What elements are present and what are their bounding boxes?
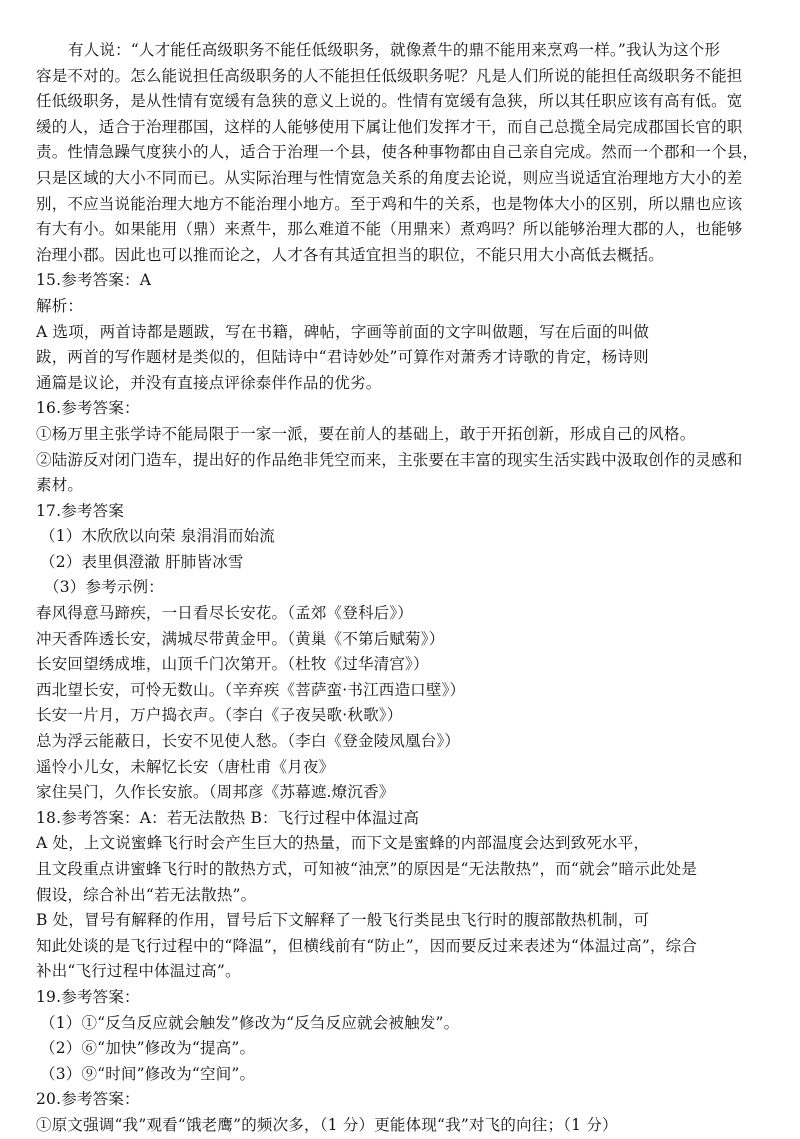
answer-heading: 19.参考答案： [36, 987, 140, 1006]
passage-translation [36, 38, 786, 268]
answer-line: 补出“飞行过程中体温过高”。 [36, 962, 241, 981]
poem-example: 总为浮云能蔽日，长安不见使人愁。（李白《登金陵凤凰台》） [36, 732, 461, 751]
answer-item: （2）⑥“加快”修改为“提高”。 [40, 1039, 256, 1058]
passage-line: 有人说：“人才能任高级职务不能任低级职务，就像煮牛的鼎不能用来烹鸡一样。”我认为这个形 [68, 41, 721, 59]
answer-line: ②陆游反对闭门造车，提出好的作品绝非凭空而来，主张要在丰富的现实生活实践中汲取创作的灵感和 [36, 450, 743, 469]
passage-line: 只是区域的大小不同而已。从实际治理与性情宽急关系的角度去论说，则应当说适宜治理地方大小的差 [36, 168, 743, 187]
answer-line: 且文段重点讲蜜蜂飞行时的散热方式，可知被“油烹”的原因是“无法散热”，而“就会”暗示此处是 [36, 860, 698, 878]
answer-item: （1）①“反刍反应就会触发”修改为“反刍反应就会被触发”。 [40, 1013, 460, 1032]
answer-item: （2）表里俱澄澈 肝肺皆冰雪 [40, 552, 244, 571]
poem-example: 冲天香阵透长安，满城尽带黄金甲。（黄巢《不第后赋菊》） [36, 629, 445, 648]
answer-line: B 处，冒号有解释的作用，冒号后下文解释了一般飞行类昆虫飞行时的腹部散热机制，可 [36, 911, 650, 930]
answer-item: （3）⑨“时间”修改为“空间”。 [40, 1064, 256, 1083]
answer-19 [36, 985, 786, 1087]
answer-heading: 20.参考答案： [36, 1090, 140, 1109]
answer-heading: 17.参考答案 [36, 501, 125, 520]
answer-line: 跋，两首的写作题材是类似的，但陆诗中“君诗妙处”可算作对萧秀才诗歌的肯定，杨诗则 [36, 348, 649, 367]
answer-18 [36, 806, 786, 985]
poem-example: 家住吴门，久作长安旅。（周邦彦《苏幕遮.燎沉香》 [36, 783, 395, 802]
answer-15 [36, 268, 786, 396]
passage-line: 有大有小。如果能用（鼎）来煮牛，那么难道不能（用鼎来）煮鸡吗？所以能够治理大郡的人，也能够 [36, 220, 743, 239]
answer-line: A 处，上文说蜜蜂飞行时会产生巨大的热量，而下文是蜜蜂的内部温度会达到致死水平， [36, 834, 650, 853]
answer-20 [36, 1087, 786, 1138]
poem-example: 遥怜小儿女，未解忆长安（唐杜甫《月夜》 [36, 757, 335, 776]
answer-line: ①杨万里主张学诗不能局限于一家一派，要在前人的基础上，敢于开拓创新，形成自己的风格。 [36, 424, 696, 443]
answer-line: A 选项，两首诗都是题跋，写在书籍，碑帖，字画等前面的文字叫做题，写在后面的叫做 [36, 322, 650, 341]
passage-line: 治理小郡。因此也可以推而论之，人才各有其适宜担当的职位，不能只用大小高低去概括。 [36, 245, 665, 264]
answer-17 [36, 499, 786, 806]
answer-item: （3）参考示例： [44, 578, 164, 597]
passage-line: 任低级职务，是从性情有宽缓有急狭的意义上说的。性情有宽缓有急狭，所以其任职应该有高有低。宽 [36, 92, 743, 111]
answer-line: 假设，综合补出“若无法散热”。 [36, 885, 257, 904]
answer-16 [36, 396, 786, 498]
answer-line: ①原文强调“我”观看“饿老鹰”的频次多，（1 分）更能体现“我”对飞的向往；（1 分） [36, 1115, 618, 1134]
answer-item: （1）木欣欣以向荣 泉涓涓而始流 [40, 527, 275, 546]
analysis-label: 解析： [36, 296, 84, 315]
answer-heading: 18.参考答案：A：若无法散热 B：飞行过程中体温过高 [36, 808, 420, 827]
answer-line: 素材。 [36, 476, 84, 495]
answer-line: 知此处谈的是飞行过程中的“降温”，但横线前有“防止”，因而要反过来表述为“体温过高”，综合 [36, 936, 698, 955]
poem-example: 春风得意马蹄疾，一日看尽长安花。（孟郊《登科后》） [36, 604, 414, 623]
poem-example: 长安一片月，万户捣衣声。（李白《子夜吴歌·秋歌》） [36, 706, 403, 725]
poem-example: 西北望长安，可怜无数山。（辛弃疾《菩萨蛮·书江西造口壁》） [36, 680, 466, 699]
passage-line: 责。性情急躁气度狭小的人，适合于治理一个县，使各种事物都由自己亲自完成。然而一个郡和一个县， [36, 143, 759, 162]
answer-heading: 16.参考答案： [36, 399, 140, 418]
answer-heading: 15.参考答案：A [36, 271, 152, 290]
passage-line: 缓的人，适合于治理郡国，这样的人能够使用下属让他们发挥才干，而自己总揽全局完成郡国长官的职 [36, 117, 743, 136]
passage-line: 别，不应当说能治理大地方不能治理小地方。至于鸡和牛的关系，也是物体大小的区别，所以鼎也应该 [36, 194, 743, 213]
passage-line: 容是不对的。怎么能说担任高级职务的人不能担任低级职务呢？凡是人们所说的能担任高级职务不能担 [36, 66, 743, 85]
answer-line: 通篇是议论，并没有直接点评徐泰伴作品的优劣。 [36, 373, 382, 392]
poem-example: 长安回望绣成堆，山顶千门次第开。（杜牧《过华清宫》） [36, 655, 429, 674]
